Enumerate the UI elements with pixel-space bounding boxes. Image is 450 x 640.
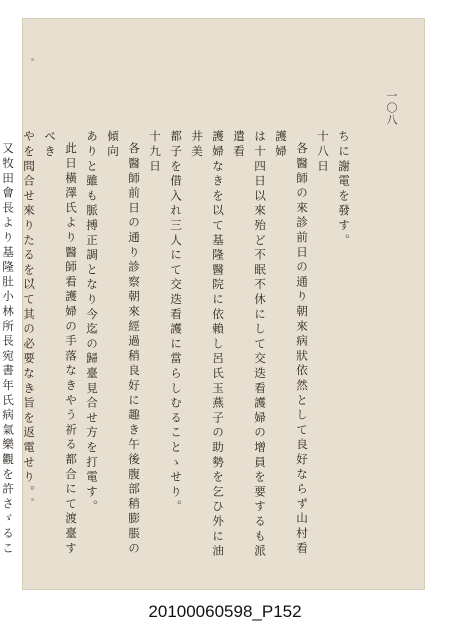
text-line: ちに謝電を發す。 (337, 130, 351, 249)
document-page (1, 18, 425, 590)
text-line: 各醫師の來診前日の通り朝來病狀依然として良好ならず山村看護婦 (274, 130, 309, 556)
body-text (1, 130, 354, 570)
image-caption: 20100060598_P152 (148, 602, 302, 621)
text-line: 護婦なきを以て基隆醫院に依賴し呂氏玉燕子の助勢を乞ひ外に油井美 (190, 130, 225, 560)
page-number: 一〇八 (385, 90, 398, 126)
text-line: 又牧田會長より基隆肚小林所長宛書年氏病氣樂觀を許さゞるこ (1, 141, 15, 556)
text-line: 都子を借入れ三人にて交迭看護に當らしむることゝせり。 (169, 130, 183, 515)
text-line: 此日橫澤氏より醫師看護婦の手落なきやう祈る都合にて渡臺すべき (43, 130, 78, 556)
text-line: は十四日以來殆ど不眠不休にして交迭看護婦の增員を要するも派遣看 (232, 130, 267, 560)
text-line: やを問合せ來りたるを以て其の必要なき旨を返電せり。 (22, 130, 36, 500)
text-line: ありと雖も脈搏正調となり今迄の歸臺見合せ方を打電す。 (85, 130, 99, 515)
date-heading: 十八日 (316, 130, 330, 175)
text-line: 各醫師前日の通り診察朝來經過稍良好に趣き午後腹部稍膨脹の傾向 (106, 130, 141, 556)
binding-hole (31, 58, 34, 61)
date-heading: 十九日 (148, 130, 162, 175)
